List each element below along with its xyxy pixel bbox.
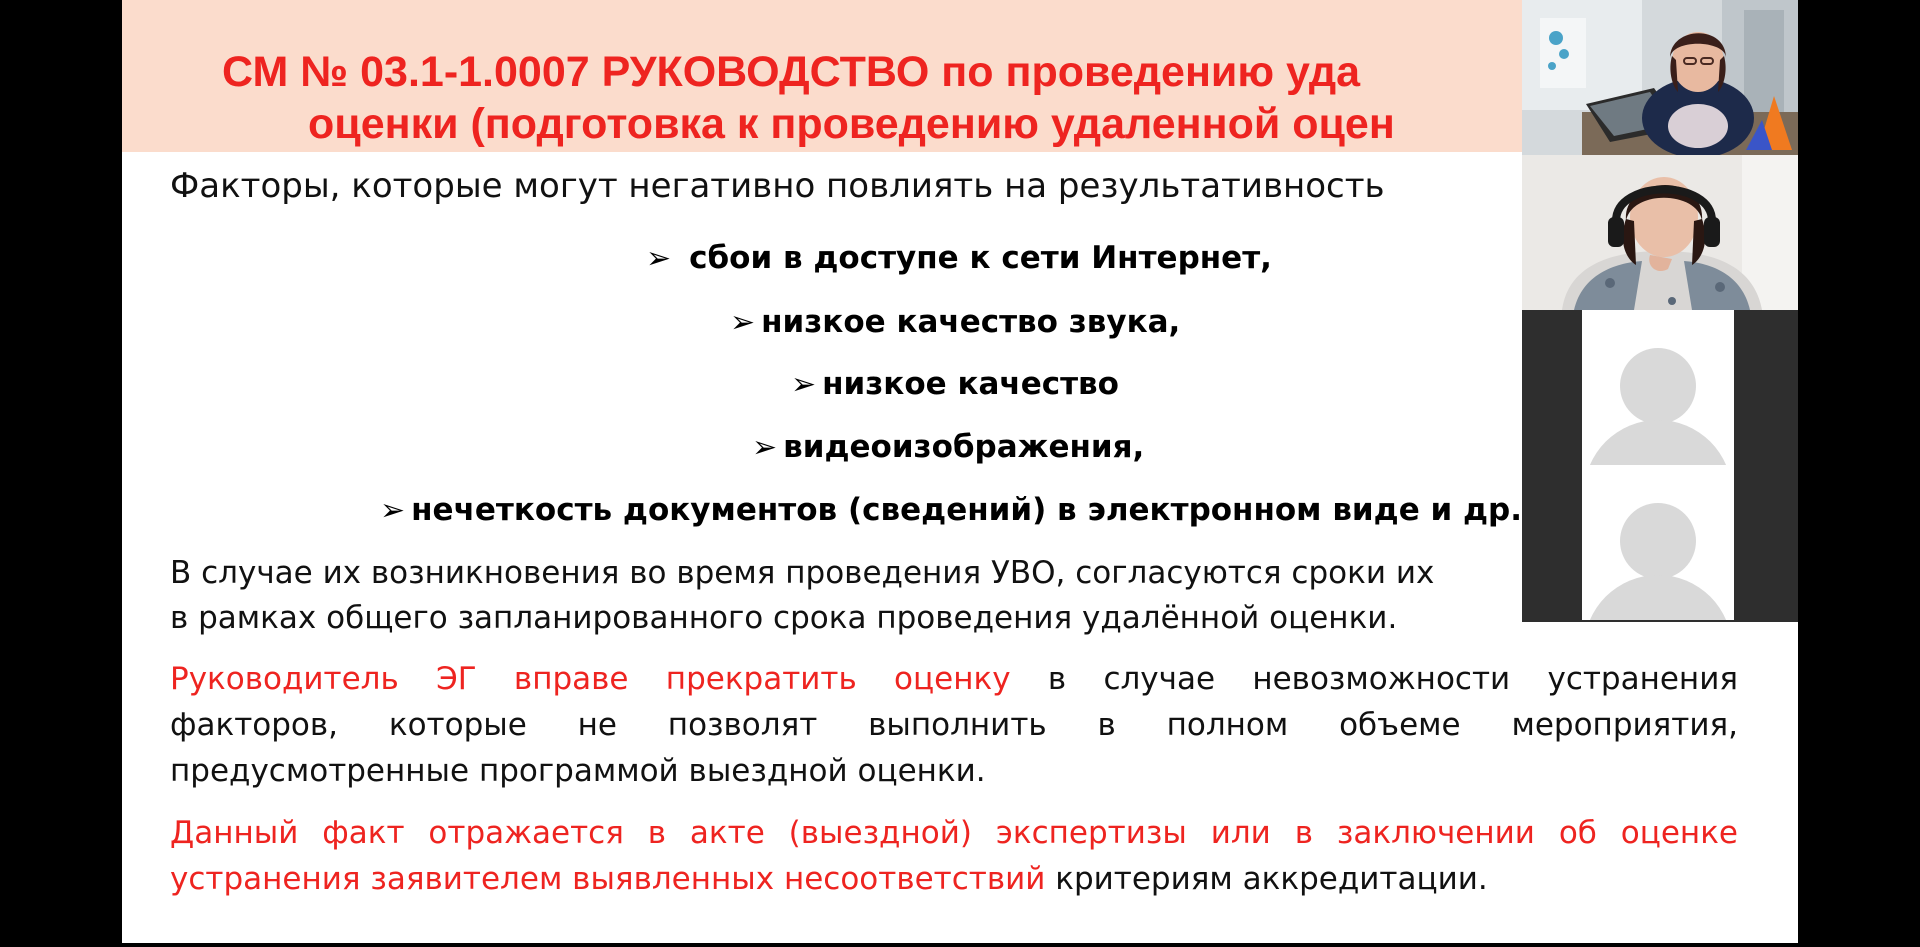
arrow-bullet-icon: ➢ (730, 305, 756, 340)
participant-tile-presenter[interactable] (1522, 0, 1798, 155)
presenter-video-icon (1522, 0, 1798, 155)
paragraph-2-highlight: Руководитель ЭГ вправе прекратить оценку (170, 661, 1011, 697)
bullet-item (752, 425, 1144, 470)
participant-tiles-no-video (1522, 310, 1798, 622)
user-avatar-body (1584, 420, 1732, 465)
bullet-item (646, 236, 1272, 281)
paragraph-2-line-1 (170, 656, 1738, 702)
arrow-bullet-icon: ➢ (791, 367, 817, 402)
paragraph-1-line-1: В случае их возникновения во время проведения УВО, согласуются сроки их (170, 555, 1435, 591)
participant-placeholder-4[interactable] (1582, 465, 1734, 620)
paragraph-2-line-1-text: в случае невозможности устранения (1010, 661, 1738, 697)
slide-title-line-2: оценки (подготовка к проведению удаленной оцен (308, 100, 1395, 148)
paragraph-3-highlight: устранения заявителем выявленных несоответствий (170, 861, 1046, 897)
bullet-text: нечеткость документов (сведений) в электронном виде и др. (411, 492, 1523, 528)
paragraph-1-line-2: в рамках общего запланированного срока проведения удалённой оценки. (170, 600, 1398, 636)
paragraph-3-line-1: Данный факт отражается в акте (выездной) экспертизы или в заключении об оценке (170, 815, 1738, 851)
participant-video-icon (1522, 155, 1798, 310)
bullet-text: видеоизображения, (783, 429, 1145, 465)
paragraph-3-line-2-text: критериям аккредитации. (1045, 861, 1488, 897)
bullet-item (791, 362, 1119, 407)
participant-video-panel (1522, 0, 1798, 622)
bullet-text: сбои в доступе к сети Интернет, (689, 240, 1272, 276)
bullet-text: низкое качество звука, (761, 304, 1181, 340)
user-avatar-icon (1620, 348, 1696, 424)
paragraph-2-line-3: предусмотренные программой выездной оценки. (170, 753, 986, 789)
slide-intro-text: Факторы, которые могут негативно повлиять на результативность (170, 166, 1385, 206)
arrow-bullet-icon: ➢ (646, 241, 672, 276)
user-avatar-icon (1620, 503, 1696, 579)
bullet-text: низкое качество (822, 366, 1119, 402)
arrow-bullet-icon: ➢ (380, 493, 406, 528)
participant-tile-2[interactable] (1522, 155, 1798, 310)
bullet-item (730, 300, 1180, 345)
paragraph-3-line-2 (170, 856, 1738, 902)
paragraph-2-line-2: факторов, которые не позволят выполнить в полном объеме мероприятия, (170, 707, 1738, 743)
arrow-bullet-icon: ➢ (752, 430, 778, 465)
bullet-item (380, 488, 1522, 533)
participant-placeholder-3[interactable] (1582, 310, 1734, 465)
slide-title-line-1: СМ № 03.1-1.0007 РУКОВОДСТВО по проведению уда (222, 48, 1361, 96)
user-avatar-body (1584, 575, 1732, 620)
